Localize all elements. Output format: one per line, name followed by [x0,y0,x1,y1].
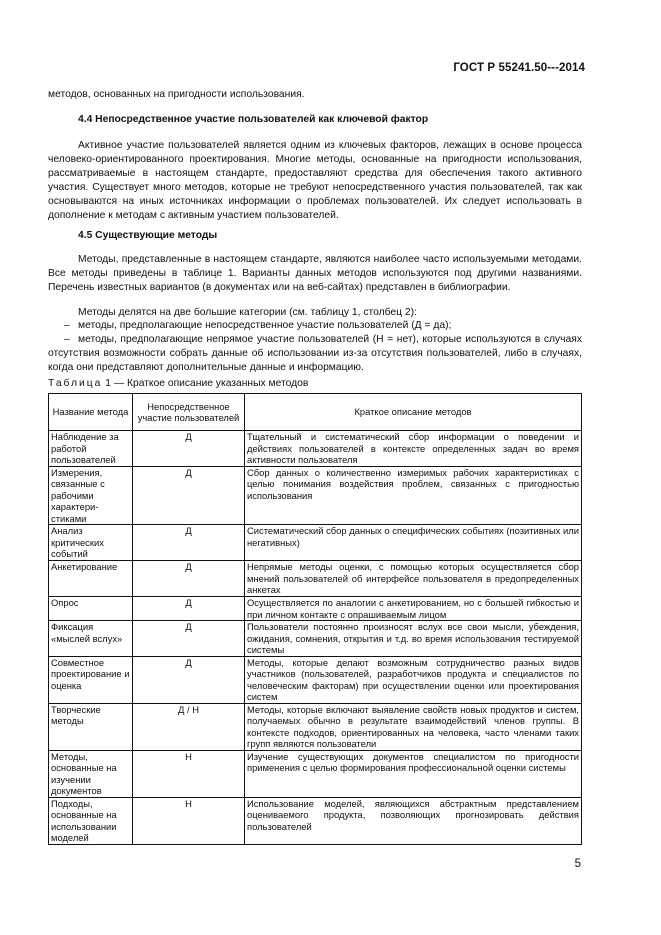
table-caption [48,378,308,389]
document-code: ГОСТ Р 55241.50---2014 [453,62,585,74]
section-4-4-paragraph: Активное участие пользователей является одним из ключевых факторов, лежащих в основе процесса человеко-ориентированного проектирования. Многие методы, основанные на пригодности использования, рассматриваемые в настоящем стандарте, предоставляют средства для обеспечения такого активного участия. Существует много методов, которые не требуют непосредственного участия пользователей, так как основываются на иных источниках информации о проблемах пользователей. Их следует использовать в дополнение к методам с активным участием пользователей. [48,140,582,221]
method-involvement: Д [133,656,245,703]
method-description: Непрямые методы оценки, с помощью которых осуществляется сбор мнений пользователей об интерфейсе пользователя в предопределенных анкетах [245,561,582,597]
table-row [49,656,582,703]
method-name: Подходы, основанные на использовании моделей [49,797,133,844]
table-row [49,597,582,621]
column-header-involvement: Непосредственное участие пользователей [133,394,245,431]
table-row [49,750,582,797]
method-description: Методы, которые делают возможным сотрудничество разных видов участников (пользователей, разработчиков продукта и специалистов по человеческим факторам) при осуществлении оценки или проектирования систем [245,656,582,703]
list-item [48,319,582,333]
intro-line: методов, основанных на пригодности использования. [48,89,305,100]
table-row [49,797,582,844]
method-involvement: Д [133,525,245,561]
method-involvement: Д / Н [133,703,245,750]
method-description: Пользователи постоянно произносят вслух все свои мысли, убеждения, ожидания, сомнения, открытия и т.д. во время использования тестируемой системы [245,621,582,657]
method-description: Осуществляется по аналогии с анкетированием, но с большей гибкостью и при личном контакте с опрашиваемым лицом [245,597,582,621]
table-header-row [49,394,582,431]
list-item-text: методы, предполагающие непосредственное участие пользователей (Д = да); [78,320,452,331]
list-item-text: методы, предполагающие непрямое участие пользователей (Н = нет), которые используются в случаях отсутствия возможности собрать данные об использовании из-за отсутствия пользователей, либо в случаях, когда они представляют дополнительные данные и информацию. [48,334,582,373]
method-name: Фиксация «мыслей вслух» [49,621,133,657]
method-involvement: Д [133,621,245,657]
table-row [49,525,582,561]
list-item [48,333,582,375]
method-description: Методы, которые включают выявление свойств новых продуктов и систем, получаемых обычно в результате взаимодействий членов группы. В контексте подходов, ориентированных на человека, часто членами таких групп являются пользователи [245,703,582,750]
method-description: Сбор данных о количественно измеримых рабочих характеристиках с целью понимания воздействия проблем, связанных с пригодностью использования [245,466,582,525]
method-involvement: Д [133,431,245,467]
method-involvement: Н [133,797,245,844]
table-caption-label: Таблица [48,378,103,389]
method-involvement: Д [133,466,245,525]
table-row [49,703,582,750]
method-name: Анкетирование [49,561,133,597]
method-description: Использование моделей, являющихся абстрактным представлением оцениваемого продукта, позволяющих прогнозировать действия пользователей [245,797,582,844]
list-dash: – [64,320,70,331]
method-name: Наблюдение за работой пользователей [49,431,133,467]
page-number: 5 [574,858,581,870]
method-involvement: Н [133,750,245,797]
method-name: Методы, основанные на изучении документов [49,750,133,797]
method-description: Тщательный и систематический сбор информации о поведении и действиях пользователей в контексте определенных задач во время активности пользователя [245,431,582,467]
section-4-4-heading: 4.4 Непосредственное участие пользователей как ключевой фактор [78,114,429,125]
section-4-5-heading: 4.5 Существующие методы [78,230,218,241]
table-row [49,431,582,467]
methods-table [48,393,582,845]
method-name: Анализ критических событий [49,525,133,561]
method-name: Творческие методы [49,703,133,750]
method-name: Измерения, связанные с рабочими характери-стиками [49,466,133,525]
section-4-5-paragraph-1: Методы, представленные в настоящем стандарте, являются наиболее часто используемыми методами. Все методы приведены в таблице 1. Варианты данных методов используются под другими названиями. Перечень известных вариантов (в документах или на веб-сайтах) представлен в библиографии. [48,254,582,293]
table-row [49,466,582,525]
column-header-description: Краткое описание методов [245,394,582,431]
method-description: Изучение существующих документов специалистом по пригодности применения с целью формирования профессиональной оценки системы [245,750,582,797]
table-row [49,561,582,597]
method-name: Совместное проектирование и оценка [49,656,133,703]
table-row [49,621,582,657]
column-header-method: Название метода [49,394,133,431]
table-caption-title: 1 — Краткое описание указанных методов [102,378,309,389]
method-name: Опрос [49,597,133,621]
list-dash: – [64,334,70,345]
method-involvement: Д [133,597,245,621]
method-description: Систематический сбор данных о специфических событиях (позитивных или негативных) [245,525,582,561]
method-involvement: Д [133,561,245,597]
section-4-5-paragraph-2: Методы делятся на две большие категории (см. таблицу 1, столбец 2): [78,307,417,318]
